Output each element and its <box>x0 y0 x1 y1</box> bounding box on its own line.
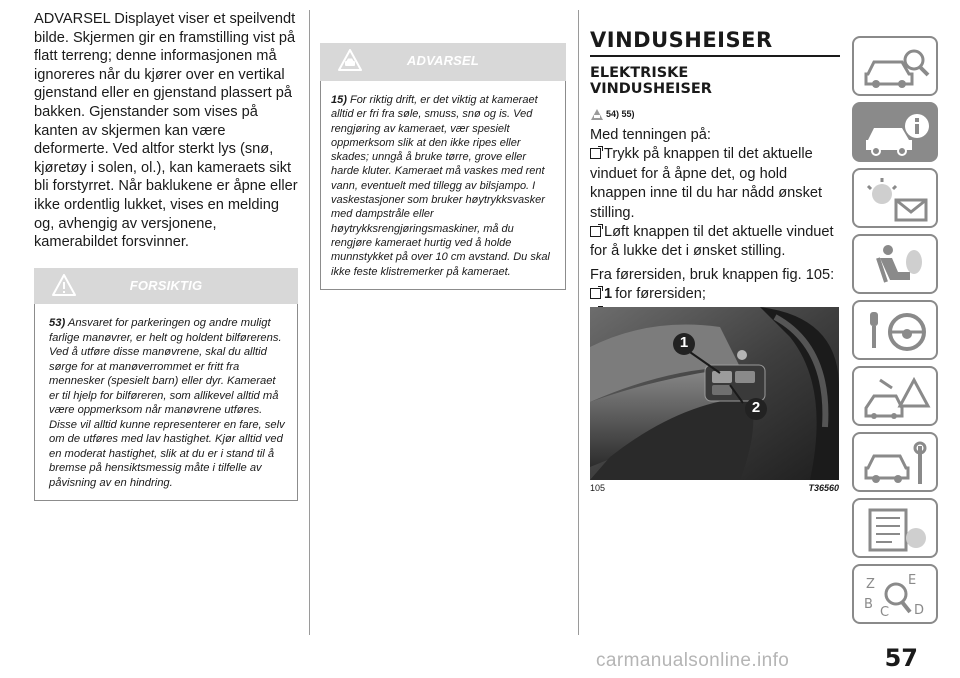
key-steering-icon <box>862 308 932 356</box>
warning-header <box>320 43 566 81</box>
subheading-line-2: VINDUSHEISER <box>590 81 712 97</box>
svg-text:E: E <box>908 573 917 588</box>
caution-body <box>34 304 298 501</box>
warning-text: For riktig drift, er det viktig at kameraet alltid er fri fra søle, smuss, snø og is. Ved rengjøring av kameraet, vær spesielt oppmerksom slik at den ikke ripes eller skades; unngå å bruke tørre, grove eller harde kluter. Kameraet må vaskes med rent vann, eventuelt med tillegg av bilsjampo. I vaskestasjoner som bruker høytrykksvasker med dampstråle eller høytrykksrengjøringsmaskiner, må du rengjøre kameraet hurtig ved å holde munnstykket på over 10 cm avstand. Du skal ikke feste klistremerker på kameraet. <box>331 94 550 278</box>
tab-servicing[interactable] <box>852 432 938 492</box>
callout-1: 1 <box>679 334 689 351</box>
index-search-icon <box>862 572 932 620</box>
step-close-text: Løft knappen til det aktuelle vinduet <box>604 224 834 241</box>
column-right <box>590 28 840 324</box>
svg-text:C: C <box>880 605 890 620</box>
warning-box <box>320 43 566 290</box>
svg-text:B: B <box>864 597 873 612</box>
window-switch-photo <box>590 307 839 480</box>
column-divider <box>309 10 310 635</box>
warning-ref: 15) <box>331 94 347 106</box>
lights-message-icon <box>862 176 932 224</box>
step-open-text-4: stilling. <box>590 204 635 221</box>
figure-caption <box>590 483 839 493</box>
caution-header <box>34 268 298 304</box>
warning-body <box>320 81 566 290</box>
step-close-text-2: for å lukke det i ønsket stilling. <box>590 243 786 260</box>
item-number: 1 <box>604 286 613 303</box>
step-open-text-2: vinduet for å åpne det, og hold <box>590 165 788 182</box>
caution-box <box>34 268 298 501</box>
warning-reference-icon <box>590 108 604 121</box>
door-panel-image <box>590 307 839 480</box>
car-tools-icon <box>862 440 932 488</box>
step-open <box>590 145 840 164</box>
page-number: 57 <box>884 644 918 672</box>
instructions <box>590 126 840 324</box>
caution-title: FORSIKTIG <box>129 278 203 293</box>
column-left <box>34 10 298 252</box>
tab-getting-to-know[interactable] <box>852 36 938 96</box>
car-info-icon <box>862 110 932 158</box>
seat-airbag-icon <box>862 242 932 290</box>
step-open-text: Trykk på knappen til det aktuelle <box>604 146 813 163</box>
tab-warning-lights[interactable] <box>852 168 938 228</box>
subsection-heading <box>590 65 840 97</box>
list-item <box>590 285 840 304</box>
caution-text: Ansvaret for parkeringen og andre muligt farlige manøvrer, er helt og holdent bilførerens. Ved å utføre disse manøvrene, skal du alltid sørge for at manøverrommet er fritt fra mennesker (spesielt barn) eller dyr. Kameraet er til hjelp for bilføreren, som allikevel alltid må være oppmerksom når manøvrene utføres. Disse vil alltid kunne representerer en fare, selv om de utføres med lav hastighet. Kjør alltid ved en moderat hastighet, slik at du er i stand til å bremse på hensiktsmessig måte i tilfelle av påvisning av en hindring. <box>49 317 285 489</box>
chapter-sidebar <box>852 36 938 630</box>
car-search-icon <box>862 44 932 92</box>
figure-intro: Fra førersiden, bruk knappen fig. 105: <box>590 266 835 283</box>
step-close <box>590 223 840 242</box>
section-heading: VINDUSHEISER <box>590 28 840 57</box>
warning-title: ADVARSEL <box>406 53 480 68</box>
watermark-text: carmanualsonline.info <box>596 650 790 671</box>
tab-emergency[interactable] <box>852 366 938 426</box>
caution-ref: 53) <box>49 317 66 329</box>
figure-code: T36560 <box>808 483 839 493</box>
step-open-text-3: knappen inne til du har nådd ønsket <box>590 185 823 202</box>
figure-number: 105 <box>590 483 606 493</box>
body-paragraph: ADVARSEL Displayet viser et speilvendt bilde. Skjermen gir en framstilling vist på flatt terreng; denne informasjonen må ignoreres når du kjører over en vertikal gjenstand eller en gjenstand plassert på bakken. Gjenstander som vises på kanten av skjermen kan være deformerte. Ved altfor sterkt lys (snø, kjøretøy i solen, ol.), kan kameraets sikt bli forstyrret. Når baklukene er åpne eller ikke ordentlig lukket, vises en melding og, avhengig av versjonene, kamerabildet forsvinner. <box>34 11 298 251</box>
tab-technical-data[interactable] <box>852 498 938 558</box>
intro-text: Med tenningen på: <box>590 127 711 143</box>
tab-safety[interactable] <box>852 234 938 294</box>
reference-markers <box>590 107 840 121</box>
reference-numbers: 54) 55) <box>606 109 635 119</box>
callout-2: 2 <box>751 399 761 416</box>
tab-dashboard-info[interactable] <box>852 102 938 162</box>
subheading-line-1: ELEKTRISKE <box>590 65 689 81</box>
item-text: for førersiden; <box>615 286 706 303</box>
checklist-icon <box>862 506 932 554</box>
svg-text:D: D <box>914 603 925 618</box>
button-symbol-icon <box>590 288 601 299</box>
button-symbol-icon <box>590 226 601 237</box>
road-warning-icon <box>862 374 932 422</box>
tab-starting-driving[interactable] <box>852 300 938 360</box>
column-divider <box>578 10 579 635</box>
button-symbol-icon <box>590 148 601 159</box>
svg-text:Z: Z <box>866 577 875 592</box>
tab-index[interactable] <box>852 564 938 624</box>
